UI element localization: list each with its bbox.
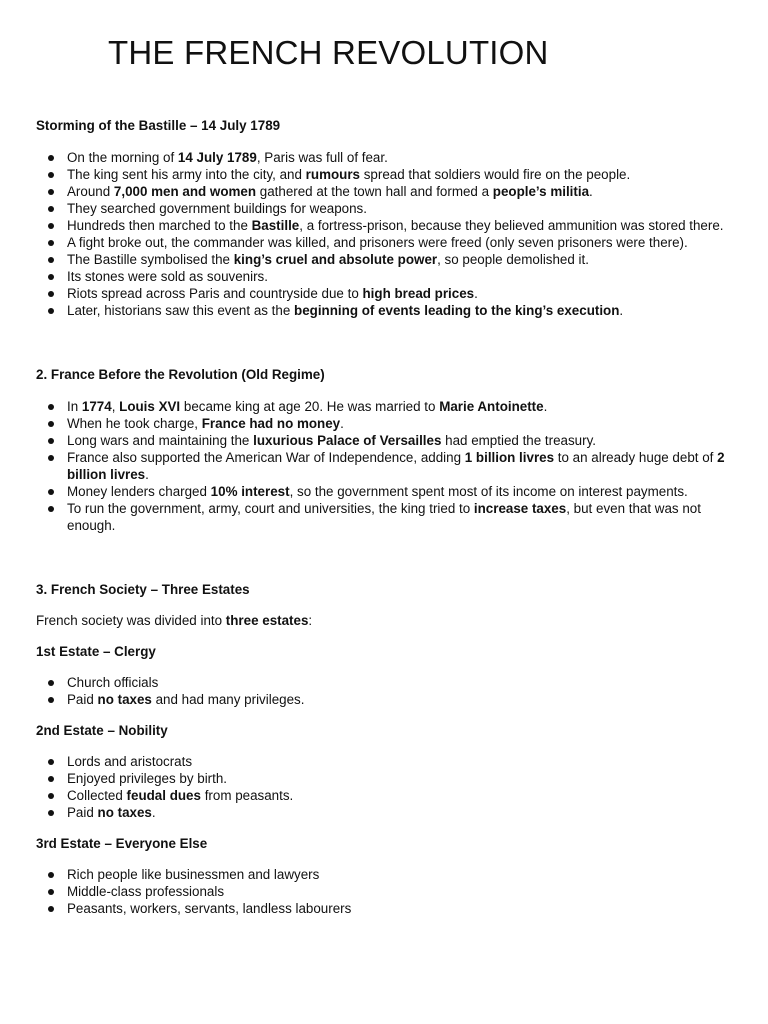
list-item <box>36 691 736 708</box>
text-run: Enjoyed privileges by birth. <box>67 771 228 786</box>
nobility-bullet-list <box>36 753 736 821</box>
text-run: In <box>67 399 82 414</box>
list-item <box>36 883 736 900</box>
bold-text: 7,000 men and women <box>113 184 257 199</box>
list-item <box>36 804 736 821</box>
bold-text: Marie Antoinette <box>439 399 544 414</box>
text-run: to an already huge debt of <box>554 450 718 465</box>
bold-text: Louis XVI <box>119 399 181 414</box>
text-run: French society was divided into <box>36 613 226 628</box>
section-heading-bastille: Storming of the Bastille – 14 July 1789 <box>36 118 281 133</box>
text-run: Collected <box>67 788 127 803</box>
list-item <box>36 674 736 691</box>
list-item <box>36 770 736 787</box>
text-run: They searched government buildings for weapons. <box>67 201 367 216</box>
list-item <box>36 415 736 432</box>
bold-text: 1774 <box>81 399 112 414</box>
text-run: Paid <box>67 692 98 707</box>
list-item <box>36 483 736 500</box>
list-item <box>36 217 736 234</box>
text-run: : <box>308 613 313 628</box>
text-run: Lords and aristocrats <box>67 754 193 769</box>
text-run: . <box>589 184 593 199</box>
text-run: gathered at the town hall and formed a <box>256 184 493 199</box>
list-item <box>36 251 736 268</box>
list-item <box>36 753 736 770</box>
bold-text: Bastille <box>251 218 300 233</box>
list-item <box>36 285 736 302</box>
bold-text: three estates <box>225 613 309 628</box>
bold-text: people’s militia <box>492 184 590 199</box>
text-run: . <box>543 399 548 414</box>
text-run: from peasants. <box>200 788 294 803</box>
bold-text: 10% interest <box>210 484 290 499</box>
text-run: , <box>111 399 120 414</box>
old-regime-bullet-list <box>36 398 736 534</box>
bold-text: beginning of events leading to the king’s execution <box>294 303 620 318</box>
text-run: , so the government spent most of its income on interest payments. <box>289 484 688 499</box>
bold-text: France had no money <box>201 416 341 431</box>
bastille-bullet-list <box>36 149 736 319</box>
list-item <box>36 787 736 804</box>
text-run: Middle-class professionals <box>67 884 225 899</box>
list-item <box>36 449 736 483</box>
text-run: . <box>145 467 149 482</box>
text-run: . <box>340 416 344 431</box>
bold-text: 14 July 1789 <box>177 150 257 165</box>
bold-text: 2 billion livres <box>67 450 725 482</box>
text-run: Church officials <box>67 675 159 690</box>
bold-text: 1 billion livres <box>464 450 555 465</box>
text-run: The Bastille symbolised the <box>67 252 234 267</box>
list-item <box>36 500 736 534</box>
list-item <box>36 398 736 415</box>
text-run: and had many privileges. <box>151 692 305 707</box>
text-run: When he took charge, <box>67 416 202 431</box>
text-run: Rich people like businessmen and lawyers <box>67 867 320 882</box>
everyone-else-bullet-list <box>36 866 736 917</box>
bold-text: feudal dues <box>126 788 201 803</box>
text-run: Riots spread across Paris and countryside due to <box>67 286 363 301</box>
list-item <box>36 302 736 319</box>
text-run: , a fortress-prison, because they believed ammunition was stored there. <box>299 218 724 233</box>
text-run: Around <box>67 184 114 199</box>
bold-text: luxurious Palace of Versailles <box>253 433 442 448</box>
text-run: Hundreds then marched to the <box>67 218 252 233</box>
text-run: On the morning of <box>67 150 178 165</box>
text-run: . <box>151 805 156 820</box>
document-body <box>36 117 736 917</box>
text-run: The king sent his army into the city, and <box>67 167 306 182</box>
page-title: THE FRENCH REVOLUTION <box>108 34 549 71</box>
list-item <box>36 268 736 285</box>
estate-heading-nobility: 2nd Estate – Nobility <box>36 723 168 738</box>
text-run: , but even that was not enough. <box>67 501 701 533</box>
text-run: A fight broke out, the commander was killed, and prisoners were freed (only seven prisoners were there). <box>67 235 688 250</box>
estates-intro <box>36 612 736 629</box>
text-run: , Paris was full of fear. <box>256 150 388 165</box>
bold-text: king’s cruel and absolute power <box>233 252 438 267</box>
text-run: Paid <box>67 805 98 820</box>
list-item <box>36 900 736 917</box>
estate-heading-clergy: 1st Estate – Clergy <box>36 644 156 659</box>
bold-text: no taxes <box>97 805 152 820</box>
estate-heading-everyone-else: 3rd Estate – Everyone Else <box>36 836 208 851</box>
bold-text: increase taxes <box>473 501 567 516</box>
section-heading-old-regime: 2. France Before the Revolution (Old Regime) <box>36 367 325 382</box>
text-run: Its stones were sold as souvenirs. <box>67 269 268 284</box>
list-item <box>36 183 736 200</box>
text-run: . <box>474 286 478 301</box>
bold-text: rumours <box>305 167 360 182</box>
list-item <box>36 234 736 251</box>
bold-text: high bread prices <box>362 286 475 301</box>
text-run: . <box>619 303 624 318</box>
list-item <box>36 866 736 883</box>
section-heading-three-estates: 3. French Society – Three Estates <box>36 582 250 597</box>
list-item <box>36 432 736 449</box>
text-run: Later, historians saw this event as the <box>67 303 295 318</box>
text-run: Peasants, workers, servants, landless labourers <box>67 901 352 916</box>
clergy-bullet-list <box>36 674 736 708</box>
text-run: To run the government, army, court and universities, the king tried to <box>67 501 474 516</box>
text-run: Money lenders charged <box>67 484 211 499</box>
text-run: spread that soldiers would fire on the people. <box>360 167 631 182</box>
text-run: France also supported the American War of Independence, adding <box>67 450 465 465</box>
text-run: Long wars and maintaining the <box>67 433 254 448</box>
list-item <box>36 166 736 183</box>
text-run: , so people demolished it. <box>437 252 589 267</box>
text-run: had emptied the treasury. <box>441 433 596 448</box>
list-item <box>36 200 736 217</box>
list-item <box>36 149 736 166</box>
text-run: became king at age 20. He was married to <box>180 399 440 414</box>
bold-text: no taxes <box>97 692 152 707</box>
